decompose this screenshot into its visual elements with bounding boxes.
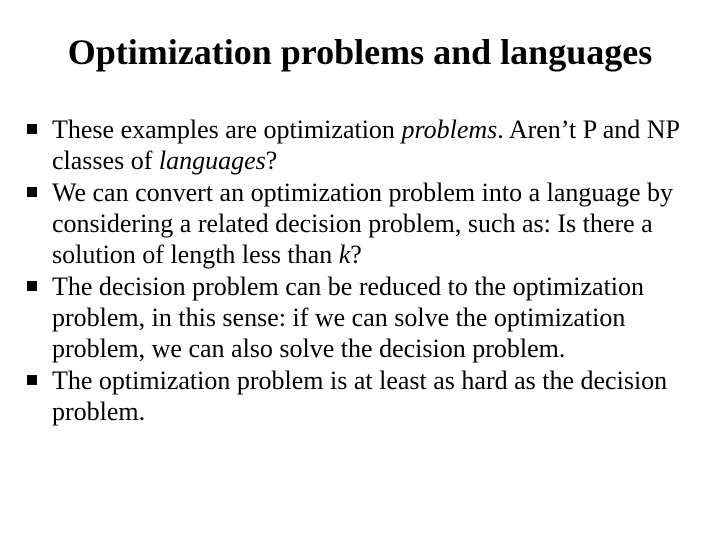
bullet-item — [27, 365, 697, 427]
bullet-text: These examples are optimization problems. Aren’t P and NP classes of languages? — [52, 115, 680, 175]
square-bullet-icon — [27, 187, 37, 197]
bullet-text: The decision problem can be reduced to the optimization problem, in this sense: if we can solve the optimization problem, we can also solve the decision problem. — [52, 272, 645, 363]
bullet-item — [27, 114, 697, 176]
bullet-text: The optimization problem is at least as hard as the decision problem. — [52, 366, 668, 426]
bullet-list — [27, 114, 697, 428]
bullet-item — [27, 177, 697, 270]
bullet-text: We can convert an optimization problem into a language by considering a related decision problem, such as: Is there a solution of length less than k? — [52, 178, 673, 269]
square-bullet-icon — [27, 124, 37, 134]
slide-title: Optimization problems and languages — [67, 32, 653, 72]
square-bullet-icon — [27, 375, 37, 385]
square-bullet-icon — [27, 281, 37, 291]
bullet-item — [27, 271, 697, 364]
